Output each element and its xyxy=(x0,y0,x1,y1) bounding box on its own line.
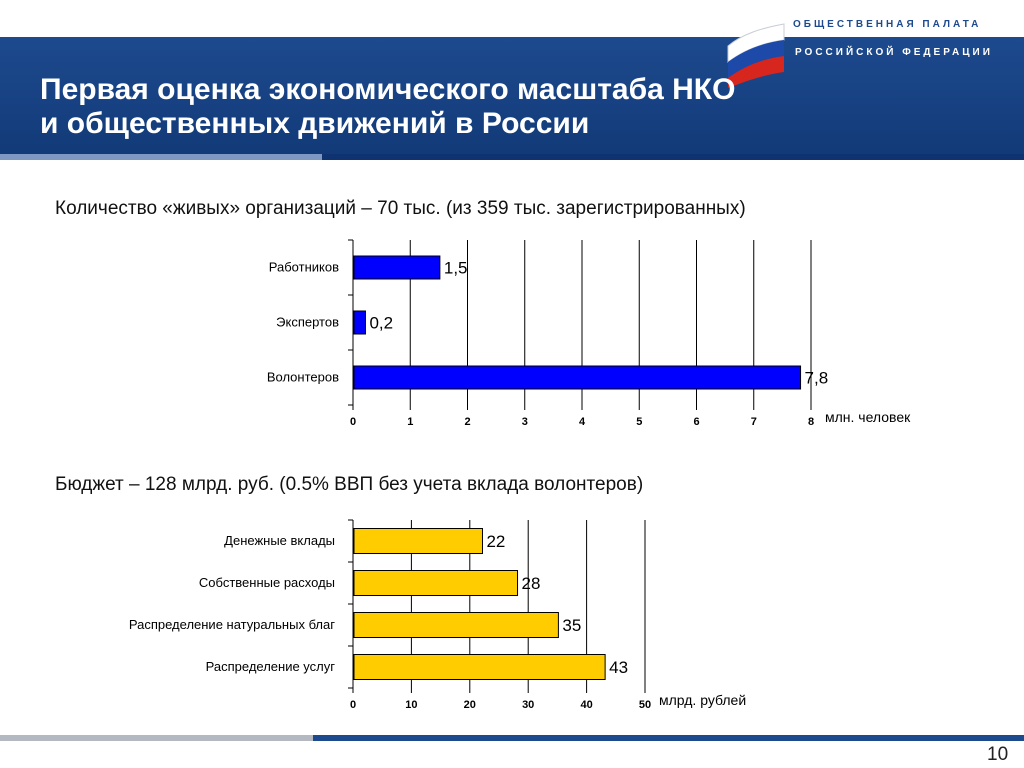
category-label: Работников xyxy=(268,259,339,275)
section1-subtitle: Количество «живых» организаций – 70 тыс. (из 359 тыс. зарегистрированных) xyxy=(55,198,746,219)
footer-divider-dark xyxy=(313,735,1024,741)
category-label: Собственные расходы xyxy=(198,575,335,590)
category-label: Распределение натуральных благ xyxy=(128,617,335,632)
x-tick-label: 5 xyxy=(636,416,643,428)
bar xyxy=(354,311,365,334)
org-name-line1: ОБЩЕСТВЕННАЯ ПАЛАТА xyxy=(793,19,982,30)
page-number: 10 xyxy=(987,744,1009,765)
slide-title-line1: Первая оценка экономического масштаба НКО xyxy=(40,73,736,106)
x-tick-label: 20 xyxy=(463,699,476,711)
x-tick-label: 3 xyxy=(521,416,528,428)
header-divider-dark xyxy=(322,154,1024,160)
bar xyxy=(354,571,518,596)
category-label: Денежные вклады xyxy=(224,533,335,548)
x-axis-unit-label: млн. человек xyxy=(825,409,911,425)
bar xyxy=(354,655,605,680)
x-tick-label: 8 xyxy=(807,416,815,428)
data-label: 0,2 xyxy=(369,313,394,333)
bar xyxy=(354,256,440,279)
bar xyxy=(354,366,801,389)
x-tick-label: 30 xyxy=(522,699,535,711)
slide-title xyxy=(40,73,940,141)
bar xyxy=(354,613,558,638)
x-tick-label: 40 xyxy=(580,699,593,711)
category-label: Распределение услуг xyxy=(205,659,335,674)
x-axis-unit-label: млрд. рублей xyxy=(659,692,747,708)
org-name-line2: РОССИЙСКОЙ ФЕДЕРАЦИИ xyxy=(795,47,993,58)
bar xyxy=(354,529,482,554)
footer-divider-light xyxy=(0,735,313,741)
x-tick-label: 0 xyxy=(349,699,357,711)
header-divider-light xyxy=(0,154,322,160)
x-tick-label: 2 xyxy=(464,416,471,428)
category-label: Волонтеров xyxy=(266,369,339,385)
x-tick-label: 6 xyxy=(693,416,700,428)
x-tick-label: 1 xyxy=(407,416,414,428)
data-label: 1,5 xyxy=(443,258,468,278)
data-label: 35 xyxy=(562,616,582,635)
data-label: 7,8 xyxy=(804,368,829,388)
x-tick-label: 0 xyxy=(349,416,357,428)
section2-subtitle: Бюджет – 128 млрд. руб. (0.5% ВВП без учета вклада волонтеров) xyxy=(55,474,644,495)
data-label: 43 xyxy=(609,658,629,677)
data-label: 22 xyxy=(486,532,506,551)
x-tick-label: 50 xyxy=(638,699,652,711)
data-label: 28 xyxy=(521,574,541,593)
slide-title-line2: и общественных движений в России xyxy=(40,107,590,140)
x-tick-label: 7 xyxy=(750,416,757,428)
budget-bar-chart xyxy=(0,515,1024,725)
x-tick-label: 10 xyxy=(405,699,418,711)
category-label: Экспертов xyxy=(276,314,339,330)
people-bar-chart xyxy=(0,230,1024,440)
x-tick-label: 4 xyxy=(578,416,586,428)
